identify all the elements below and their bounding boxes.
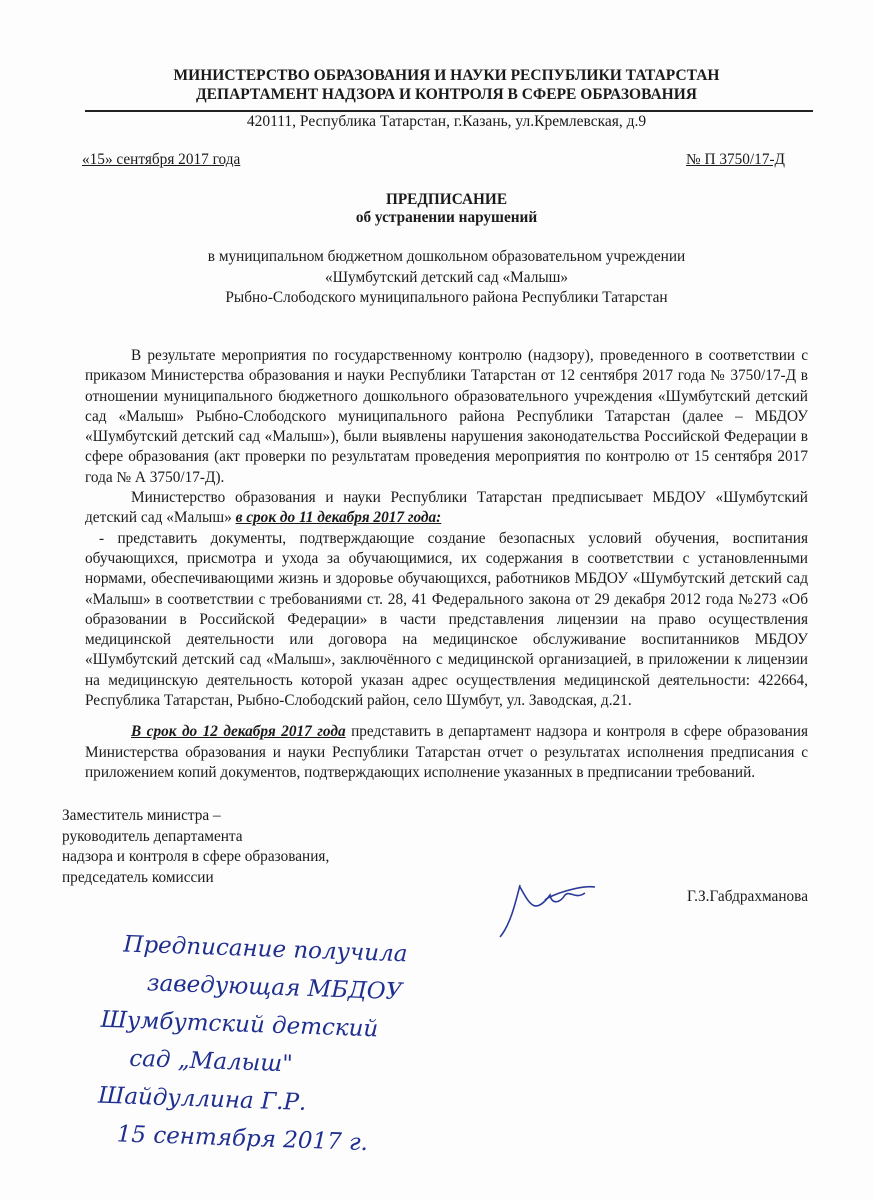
ministry-name: МИНИСТЕРСТВО ОБРАЗОВАНИЯ И НАУКИ РЕСПУБЛИКИ ТАТАРСТАН <box>173 67 720 84</box>
position-line: надзора и контроля в сфере образования, <box>62 848 330 865</box>
institution-line: в муниципальном бюджетном дошкольном образовательном учреждении <box>207 248 686 265</box>
handwritten-line: сад „Малыш" <box>128 1045 294 1078</box>
handwritten-line: 15 сентября 2017 г. <box>116 1121 369 1157</box>
paragraph-order <box>85 488 808 529</box>
title-main: ПРЕДПИСАНИЕ <box>385 191 508 208</box>
report-text: представить в департамент надзора и контроля в сфере образования Министерства образования и науки Республики Татарстан отчет о результатах исполнения предписания с приложением копий документов, подтверждающих исполнение указанных в предписании требований. <box>85 723 808 781</box>
department-name: ДЕПАРТАМЕНТ НАДЗОРА И КОНТРОЛЯ В СФЕРЕ ОБРАЗОВАНИЯ <box>196 86 697 103</box>
deadline-1: в срок до 11 декабря 2017 года: <box>235 509 442 527</box>
handwritten-line: заведующая МБДОУ <box>146 970 403 1006</box>
handwritten-line: Предписание получила <box>122 931 408 968</box>
handwritten-line: Шумбутский детский <box>100 1006 379 1043</box>
document-date: «15» сентября 2017 года <box>82 151 241 168</box>
letterhead <box>85 66 808 104</box>
institution-line: Рыбно-Слободского муниципального района Республики Татарстан <box>225 289 668 306</box>
address: 420111, Республика Татарстан, г.Казань, ул.Кремлевская, д.9 <box>246 113 647 130</box>
signatory-name: Г.З.Габдрахманова <box>687 888 808 905</box>
position-line: председатель комиссии <box>62 868 214 886</box>
deadline-2: В срок до 12 декабря 2017 года <box>131 723 346 741</box>
paragraph-requirement: - представить документы, подтверждающие создание безопасных условий обучения, воспитания обучающихся, присмотра и ухода за обучающимися, их содержания в соответствии с установленными нормами, обеспечивающими жизнь и здоровье обучающихся, работников МБДОУ «Шумбутский детский сад «Малыш» в соответствии с требованиями ст. 28, 41 Федерального закона от 29 декабря 2012 года №273 «Об образовании в Российской Федерации» в части представления лицензии на право осуществления медицинской деятельности или договора на медицинское обслуживание воспитанников МБДОУ «Шумбутский детский сад «Малыш», заключённого с медицинской организацией, в приложении к лицензии на медицинскую деятельность которой указан адрес осуществления медицинской деятельности: 422664, Республика Татарстан, Рыбно-Слободский район, село Шумбут, ул. Заводская, д.21. <box>85 529 808 710</box>
institution-line: «Шумбутский детский сад «Малыш» <box>324 268 569 286</box>
document-title <box>85 191 808 227</box>
signatory-position <box>62 806 329 888</box>
position-line: Заместитель министра – <box>62 807 221 824</box>
position-line: руководитель департамента <box>62 827 243 845</box>
header-rule <box>85 110 813 112</box>
paragraph-report <box>85 722 808 783</box>
title-sub: об устранении нарушений <box>355 209 538 226</box>
document-number: № П 3750/17-Д <box>686 151 785 168</box>
order-text: Министерство образования и науки Республики Татарстан предписывает МБДОУ «Шумбутский детский сад «Малыш» <box>85 489 808 527</box>
handwritten-receipt-note <box>96 925 408 1163</box>
handwritten-line: Шайдуллина Г.Р. <box>97 1082 307 1116</box>
signature-mark <box>490 875 600 945</box>
body <box>85 346 808 783</box>
paragraph-findings: В результате мероприятия по государственному контролю (надзору), проведенного в соответствии с приказом Министерства образования и науки Республики Татарстан от 12 сентября 2017 года № 3750/17-Д в отношении муниципального бюджетного дошкольного образовательного учреждения «Шумбутский детский сад «Малыш» Рыбно-Слободского муниципального района Республики Татарстан (далее – МБДОУ «Шумбутский детский сад «Малыш»), были выявлены нарушения законодательства Российской Федерации в сфере образования (акт проверки по результатам проведения мероприятия по контролю от 15 сентября 2017 года № А 3750/17-Д). <box>85 347 808 486</box>
institution <box>85 247 808 309</box>
